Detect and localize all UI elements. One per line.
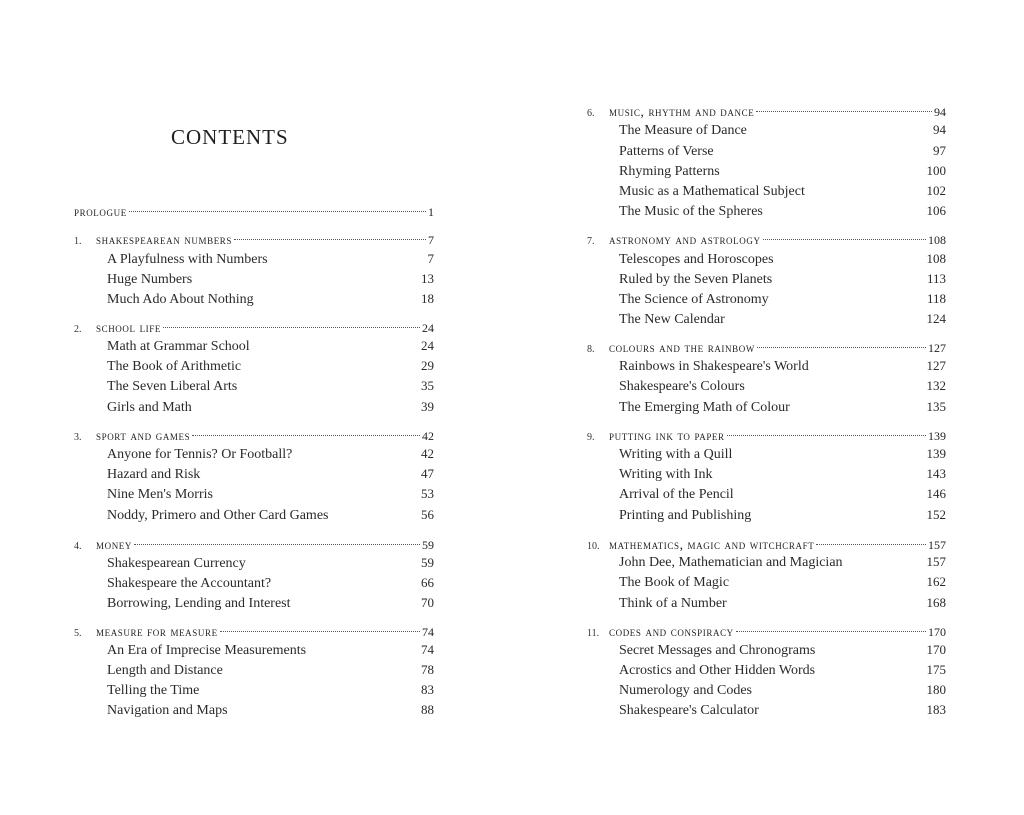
section-title: Telling the Time (107, 683, 200, 698)
section-title: Printing and Publishing (619, 508, 752, 523)
toc-section[interactable] (107, 444, 434, 464)
toc-section[interactable] (107, 484, 434, 504)
section-title: Numerology and Codes (619, 683, 752, 698)
section-title: Think of a Number (619, 596, 727, 611)
toc-section[interactable] (619, 552, 946, 572)
toc-section[interactable] (619, 444, 946, 464)
section-title: Anyone for Tennis? Or Football? (107, 447, 293, 462)
leader-dots (192, 435, 420, 436)
toc-chapter-6[interactable] (587, 102, 946, 122)
leader-dots (163, 327, 420, 328)
chapter-title: sport and games (96, 428, 191, 443)
toc-section[interactable] (107, 269, 434, 289)
section-page: 146 (926, 486, 946, 501)
chapter-number: 11. (587, 628, 600, 639)
toc-section[interactable] (619, 120, 946, 140)
chapter-title: money (96, 537, 132, 552)
toc-chapter-11[interactable] (587, 622, 946, 642)
toc-section[interactable] (107, 356, 434, 376)
section-title: A Playfulness with Numbers (107, 252, 268, 267)
section-page: 124 (926, 311, 946, 326)
section-title: The Measure of Dance (619, 123, 747, 138)
right-page (512, 0, 1024, 815)
section-page: 29 (421, 358, 434, 373)
section-title: Writing with Ink (619, 467, 713, 482)
toc-section[interactable] (107, 680, 434, 700)
leader-dots (134, 544, 420, 545)
chapter-number: 10. (587, 541, 600, 552)
toc-section[interactable] (107, 464, 434, 484)
section-page: 66 (421, 575, 434, 590)
section-title: Telescopes and Horoscopes (619, 252, 774, 267)
toc-section[interactable] (619, 464, 946, 484)
chapter-title: codes and conspiracy (609, 624, 734, 639)
leader-dots (816, 544, 926, 545)
chapter-number: 9. (587, 432, 595, 443)
leader-dots (756, 111, 932, 112)
section-page: 162 (926, 574, 946, 589)
section-page: 78 (421, 662, 434, 677)
page-title: contents (171, 118, 289, 151)
section-title: Arrival of the Pencil (619, 487, 734, 502)
leader-dots (757, 347, 926, 348)
section-page: 59 (421, 555, 434, 570)
section-page: 88 (421, 702, 434, 717)
chapter-title: mathematics, magic and witchcraft (609, 537, 815, 552)
leader-dots (234, 239, 426, 240)
chapter-number: 7. (587, 236, 595, 247)
section-page: 35 (421, 378, 434, 393)
section-title: Nine Men's Morris (107, 487, 213, 502)
toc-section[interactable] (107, 336, 434, 356)
chapter-title: putting ink to paper (609, 428, 725, 443)
section-page: 100 (926, 163, 946, 178)
toc-section[interactable] (619, 680, 946, 700)
section-title: Navigation and Maps (107, 703, 228, 718)
section-page: 70 (421, 595, 434, 610)
toc-section[interactable] (619, 181, 946, 201)
section-title: Hazard and Risk (107, 467, 201, 482)
section-page: 74 (421, 642, 434, 657)
toc-chapter-5[interactable] (74, 622, 434, 642)
section-title: Shakespeare's Colours (619, 379, 745, 394)
chapter-title: colours and the rainbow (609, 340, 755, 355)
section-title: The New Calendar (619, 312, 725, 327)
chapter-title: school life (96, 320, 161, 335)
section-title: Borrowing, Lending and Interest (107, 596, 291, 611)
section-title: The Emerging Math of Colour (619, 400, 790, 415)
toc-section[interactable] (107, 376, 434, 396)
section-title: Shakespearean Currency (107, 556, 246, 571)
toc-section[interactable] (107, 660, 434, 680)
toc-section[interactable] (619, 161, 946, 181)
section-title: Math at Grammar School (107, 339, 250, 354)
toc-section[interactable] (619, 309, 946, 329)
chapter-page: 170 (928, 625, 946, 639)
chapter-page: 24 (422, 321, 434, 335)
toc-chapter-1[interactable] (74, 230, 434, 250)
chapter-number: 2. (74, 324, 82, 335)
chapter-page: 59 (422, 538, 434, 552)
section-title: Noddy, Primero and Other Card Games (107, 508, 329, 523)
section-title: Length and Distance (107, 663, 223, 678)
toc-section[interactable] (619, 640, 946, 660)
toc-section[interactable] (107, 553, 434, 573)
section-page: 106 (926, 203, 946, 218)
section-page: 157 (926, 554, 946, 569)
section-page: 135 (926, 399, 946, 414)
section-page: 97 (933, 143, 946, 158)
chapter-title: measure for measure (96, 624, 218, 639)
section-title: The Music of the Spheres (619, 204, 763, 219)
leader-dots (763, 239, 926, 240)
toc-section[interactable] (107, 640, 434, 660)
toc-section[interactable] (107, 700, 434, 720)
toc-section[interactable] (619, 249, 946, 269)
chapter-page: 42 (422, 429, 434, 443)
section-page: 118 (926, 291, 946, 306)
toc-section[interactable] (107, 505, 434, 525)
chapter-title: astronomy and astrology (609, 232, 761, 247)
toc-section[interactable] (619, 593, 946, 613)
section-title: Rainbows in Shakespeare's World (619, 359, 809, 374)
section-page: 102 (926, 183, 946, 198)
chapter-number: 6. (587, 108, 595, 119)
leader-dots (129, 211, 426, 212)
section-title: Shakespeare's Calculator (619, 703, 759, 718)
toc-section[interactable] (619, 660, 946, 680)
section-page: 183 (926, 702, 946, 717)
section-page: 170 (926, 642, 946, 657)
section-page: 152 (926, 507, 946, 522)
toc-section[interactable] (107, 573, 434, 593)
section-page: 113 (926, 271, 946, 286)
prologue-page: 1 (428, 205, 434, 219)
toc-section[interactable] (619, 141, 946, 161)
toc-section[interactable] (619, 201, 946, 221)
chapter-title: music, rhythm and dance (609, 104, 755, 119)
section-title: Much Ado About Nothing (107, 292, 254, 307)
toc-section[interactable] (619, 572, 946, 592)
prologue-label: prologue (74, 204, 127, 219)
section-page: 47 (421, 466, 434, 481)
chapter-page: 7 (428, 233, 434, 247)
toc-chapter-3[interactable] (74, 426, 434, 446)
section-title: Girls and Math (107, 400, 192, 415)
chapter-page: 127 (928, 341, 946, 355)
section-title: Patterns of Verse (619, 144, 714, 159)
toc-chapter-7[interactable] (587, 230, 946, 250)
section-title: The Science of Astronomy (619, 292, 769, 307)
section-page: 7 (427, 251, 434, 266)
section-title: The Book of Arithmetic (107, 359, 242, 374)
chapter-page: 94 (934, 105, 946, 119)
toc-chapter-4[interactable] (74, 535, 434, 555)
section-title: The Book of Magic (619, 575, 730, 590)
section-title: Writing with a Quill (619, 447, 733, 462)
section-page: 132 (926, 378, 946, 393)
section-title: An Era of Imprecise Measurements (107, 643, 307, 658)
toc-section[interactable] (619, 289, 946, 309)
toc-section[interactable] (619, 269, 946, 289)
section-page: 127 (926, 358, 946, 373)
section-page: 143 (926, 466, 946, 481)
toc-chapter-8[interactable] (587, 338, 946, 358)
section-title: The Seven Liberal Arts (107, 379, 238, 394)
section-title: John Dee, Mathematician and Magician (619, 555, 843, 570)
chapter-number: 8. (587, 344, 595, 355)
section-title: Music as a Mathematical Subject (619, 184, 805, 199)
section-page: 56 (421, 507, 434, 522)
toc-section[interactable] (619, 356, 946, 376)
toc-section[interactable] (107, 249, 434, 269)
chapter-page: 74 (422, 625, 434, 639)
section-page: 180 (926, 682, 946, 697)
section-title: Acrostics and Other Hidden Words (619, 663, 816, 678)
toc-section[interactable] (619, 397, 946, 417)
toc-section[interactable] (107, 289, 434, 309)
toc-chapter-2[interactable] (74, 318, 434, 338)
section-title: Secret Messages and Chronograms (619, 643, 816, 658)
leader-dots (736, 631, 926, 632)
chapter-page: 157 (928, 538, 946, 552)
section-title: Rhyming Patterns (619, 164, 720, 179)
section-page: 108 (926, 251, 946, 266)
section-page: 39 (421, 399, 434, 414)
chapter-title: shakespearean numbers (96, 232, 232, 247)
chapter-page: 108 (928, 233, 946, 247)
section-page: 175 (926, 662, 946, 677)
section-page: 42 (421, 446, 434, 461)
toc-prologue[interactable] (74, 202, 434, 222)
chapter-number: 3. (74, 432, 82, 443)
toc-section[interactable] (619, 484, 946, 504)
section-title: Huge Numbers (107, 272, 193, 287)
chapter-number: 1. (74, 236, 82, 247)
section-page: 18 (421, 291, 434, 306)
leader-dots (220, 631, 420, 632)
toc-section[interactable] (107, 593, 434, 613)
section-page: 83 (421, 682, 434, 697)
section-page: 24 (421, 338, 434, 353)
section-page: 168 (926, 595, 946, 610)
leader-dots (727, 435, 926, 436)
section-title: Ruled by the Seven Planets (619, 272, 773, 287)
section-title: Shakespeare the Accountant? (107, 576, 272, 591)
toc-chapter-9[interactable] (587, 426, 946, 446)
chapter-number: 5. (74, 628, 82, 639)
section-page: 94 (933, 122, 946, 137)
chapter-number: 4. (74, 541, 82, 552)
section-page: 13 (421, 271, 434, 286)
toc-section[interactable] (619, 376, 946, 396)
section-page: 139 (926, 446, 946, 461)
toc-section[interactable] (619, 505, 946, 525)
toc-section[interactable] (107, 397, 434, 417)
chapter-page: 139 (928, 429, 946, 443)
section-page: 53 (421, 486, 434, 501)
toc-section[interactable] (619, 700, 946, 720)
